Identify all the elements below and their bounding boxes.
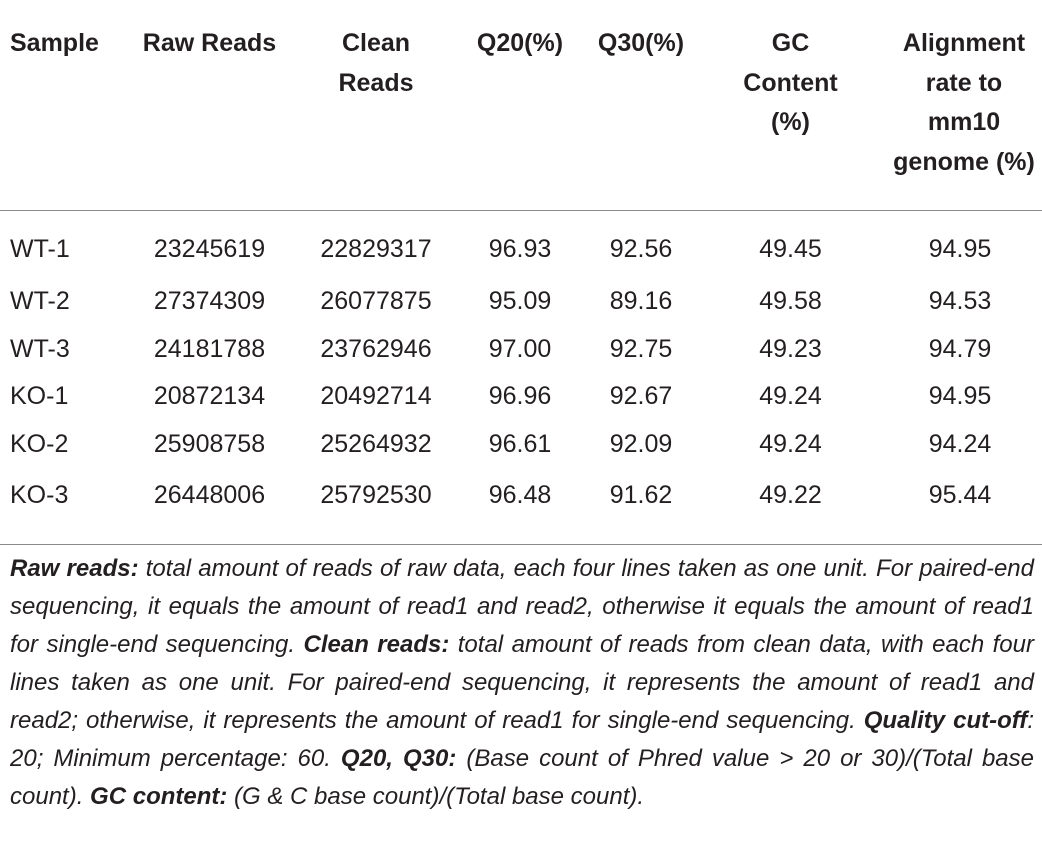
table-footnote — [10, 550, 1034, 816]
cell-q20: 96.61 — [488, 429, 552, 458]
footnote-q-label: Q20, Q30: — [340, 745, 457, 772]
cell-q30: 92.56 — [609, 234, 673, 263]
header-row — [0, 0, 1042, 210]
cell-gc: 49.23 — [759, 334, 822, 363]
footnote-gc-text: (G & C base count)/(Total base count). — [227, 783, 645, 810]
cell-q30: 89.16 — [609, 287, 673, 315]
cell-raw-reads: 20872134 — [153, 382, 266, 410]
footnote-clean-label: Clean reads: — [303, 631, 450, 658]
cell-gc: 49.58 — [759, 287, 822, 315]
cell-gc: 49.24 — [759, 382, 822, 410]
header-clean-reads: Clean Reads — [291, 0, 461, 210]
cell-alignment: 94.53 — [928, 287, 992, 315]
cell-raw-reads: 27374309 — [153, 287, 266, 315]
cell-q30: 92.09 — [609, 429, 673, 458]
cell-q30: 92.75 — [609, 334, 673, 363]
cell-q20: 96.96 — [488, 382, 552, 410]
cell-q20: 97.00 — [488, 334, 552, 363]
header-alignment-rate: Alignment rate to mm10 genome (%) — [878, 0, 1042, 210]
cell-q20: 95.09 — [488, 287, 552, 315]
cell-sample: WT-1 — [10, 234, 70, 263]
cell-q20: 96.48 — [488, 481, 552, 509]
cell-alignment: 94.24 — [928, 429, 992, 458]
cell-raw-reads: 26448006 — [153, 481, 266, 509]
header-raw-reads: Raw Reads — [128, 0, 291, 210]
table-row — [0, 468, 1042, 532]
footnote-quality-text: : 20; Minimum percentage: 60. — [10, 707, 1034, 772]
cell-gc: 49.24 — [759, 429, 822, 458]
footnote-divider — [0, 544, 1042, 545]
cell-gc: 49.45 — [759, 234, 822, 263]
footnote-quality-label: Quality cut-off — [863, 707, 1028, 734]
footnote-raw-label: Raw reads: — [10, 555, 139, 582]
cell-q20: 96.93 — [488, 234, 552, 263]
cell-clean-reads: 23762946 — [320, 334, 432, 363]
footnote-q-text: (Base count of Phred value > 20 or 30)/(Total base count). — [10, 745, 1034, 810]
cell-alignment: 95.44 — [928, 481, 992, 509]
table-row — [0, 326, 1042, 374]
cell-sample: KO-2 — [10, 429, 69, 458]
cell-raw-reads: 24181788 — [153, 334, 266, 363]
cell-sample: KO-3 — [10, 481, 69, 509]
header-q20: Q20(%) — [461, 0, 579, 210]
cell-alignment: 94.79 — [928, 334, 992, 363]
cell-alignment: 94.95 — [928, 234, 992, 263]
table-row — [0, 373, 1042, 421]
cell-clean-reads: 22829317 — [320, 234, 432, 263]
cell-q30: 92.67 — [609, 382, 673, 410]
cell-alignment: 94.95 — [928, 382, 992, 410]
header-q30: Q30(%) — [579, 0, 703, 210]
footnote-clean-text: total amount of reads from clean data, with each four lines taken as one unit. For paired-end sequencing, it represents the amount of read1 and read2; otherwise, it represents the amount of read1 for single-end sequencing. — [10, 631, 1034, 734]
footnote-gc-label: GC content: — [90, 783, 228, 810]
cell-sample: WT-2 — [10, 287, 70, 315]
cell-clean-reads: 25792530 — [320, 481, 432, 509]
cell-raw-reads: 25908758 — [153, 429, 266, 458]
cell-sample: KO-1 — [10, 382, 69, 410]
cell-raw-reads: 23245619 — [153, 234, 266, 263]
table-row — [0, 210, 1042, 278]
cell-gc: 49.22 — [759, 481, 822, 509]
cell-clean-reads: 20492714 — [320, 382, 432, 410]
cell-sample: WT-3 — [10, 334, 70, 363]
table-row — [0, 421, 1042, 469]
cell-clean-reads: 25264932 — [320, 429, 432, 458]
cell-clean-reads: 26077875 — [320, 287, 432, 315]
cell-q30: 91.62 — [609, 481, 673, 509]
header-gc-content: GC Content (%) — [703, 0, 878, 210]
header-sample: Sample — [0, 0, 128, 210]
footnote-raw-text: total amount of reads of raw data, each four lines taken as one unit. For paired-end sequencing, it equals the amount of read1 and read2, otherwise it equals the amount of read1 for single-end sequencing. — [10, 555, 1034, 658]
table-row — [0, 278, 1042, 326]
